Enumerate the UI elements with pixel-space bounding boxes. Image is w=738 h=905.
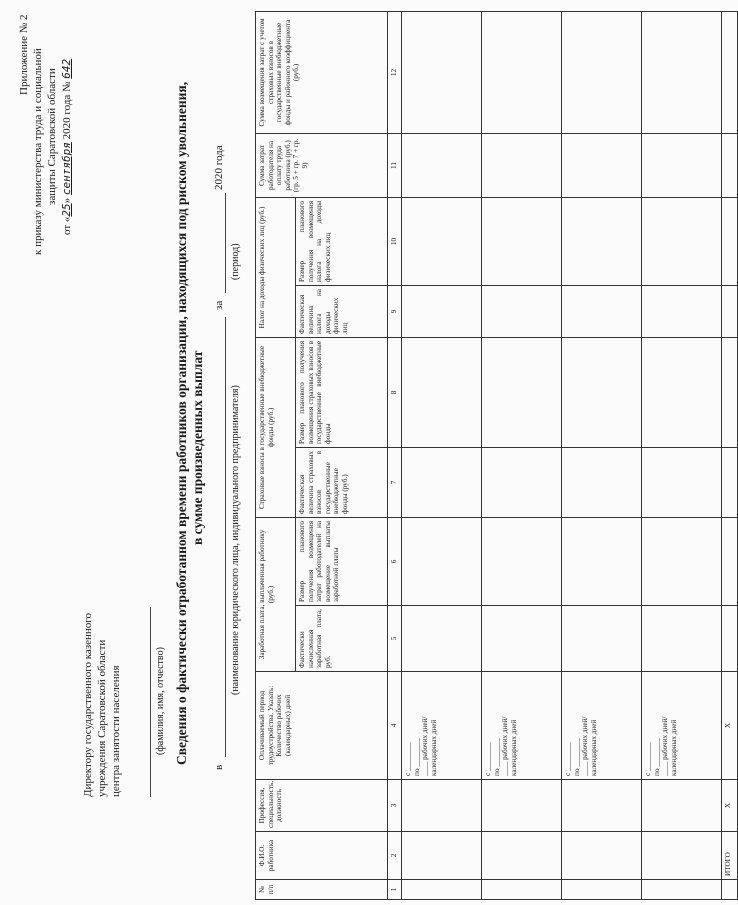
period-days: рабочих дней/ календарных дней [501, 716, 518, 776]
appendix-day: 25 [60, 203, 73, 217]
header-ndfl-fact: Фактическая величина налога на доходы физических лиц [296, 285, 388, 337]
period-days: рабочих дней/ календарных дней [661, 716, 678, 776]
col-number-4: 4 [388, 672, 402, 780]
period-from: с [644, 772, 652, 776]
col-number-3: 3 [388, 780, 402, 832]
org-name-line [225, 317, 226, 757]
header-sum: Сумма затрат работодателя на оплату труда работника (руб.) (гр. 5 + гр. 7 + гр. 9) [256, 133, 388, 197]
header-num: № п/п [256, 880, 388, 900]
table-row [482, 11, 562, 899]
total-label: ИТОГО [722, 832, 738, 880]
appendix-date-line [60, 59, 74, 235]
total-row [722, 11, 738, 899]
col-number-1: 1 [388, 880, 402, 900]
period-days: рабочих дней/ календарных дней [421, 716, 438, 776]
period-from: с [404, 772, 412, 776]
period-cell: с ________ по ________ ____ рабочих дней/ календарных дней [562, 672, 642, 780]
col-number-5: 5 [388, 606, 402, 672]
period-from: с [484, 772, 492, 776]
header-ndfl-calc: Размер планового получения возмещения налога на доходы физических лиц [296, 197, 388, 285]
period-to: по [412, 768, 421, 776]
period-hint: (период) [230, 243, 241, 280]
appendix-number: 642 [60, 58, 73, 79]
col-number-10: 10 [388, 197, 402, 285]
period-cell: с ________ по ________ ____ рабочих дней/ календарных дней [402, 672, 482, 780]
document-title-line-1: Сведения о фактически отработанном времени работников организации, находящихся под риском увольнения, [174, 81, 189, 765]
header-wage-calc: Размер планового получения возмещения затрат работодателей на возмещение выплаты заработной платы [296, 517, 388, 605]
col-number-8: 8 [388, 337, 402, 447]
appendix-date-mid: » [61, 197, 73, 204]
period-year: 2020 года [213, 145, 225, 190]
header-total: Сумма возмещения затрат с учетом страховых взносов в государственные внебюджетные фонды и районного коэффициента (руб.) [256, 11, 388, 133]
org-hint: (наименование юридического лица, индивидуального предпринимателя) [230, 385, 241, 695]
header-ndfl: Налог на доходы физических лиц (руб.) [256, 197, 296, 337]
addressee-fio-line [150, 607, 151, 797]
period-cell: с ________ по ________ ____ рабочих дней/ календарных дней [642, 672, 722, 780]
period-to: по [652, 768, 661, 776]
header-fio: Ф.И.О. работника [256, 832, 388, 880]
col-number-2: 2 [388, 832, 402, 880]
table-row [562, 11, 642, 899]
appendix-month: сентября [60, 142, 73, 196]
appendix-year: 2020 года № [61, 81, 73, 140]
table-row [402, 11, 482, 899]
total-x-profession: X [722, 780, 738, 832]
appendix-line-2: к приказу министерства труда и социальной [32, 48, 44, 255]
appendix-date-prefix: от « [61, 216, 73, 235]
header-insurance-calc: Размер планового получения возмещения страховых взносов в государственные внебюджетные фонды [296, 337, 388, 447]
appendix-line-3: защиты Саратовской области [46, 68, 58, 205]
addressee-line-3: центра занятости населения [110, 665, 122, 797]
period-days: рабочих дней/ календарных дней [581, 716, 598, 776]
period-za: за [213, 300, 225, 310]
col-number-12: 12 [388, 11, 402, 133]
document-title-line-2: в суммe произведенных выплат [190, 350, 205, 545]
addressee-line-2: учреждения Саратовской области [96, 639, 108, 797]
header-profession: Профессия, специальность, должность [256, 780, 388, 832]
period-to: по [572, 768, 581, 776]
header-period: Оплачиваемый период трудоустройства. Указать: Количество рабочих (календарных) дней [256, 672, 388, 780]
period-from: с [564, 772, 572, 776]
col-number-7: 7 [388, 447, 402, 517]
col-number-9: 9 [388, 285, 402, 337]
col-number-6: 6 [388, 517, 402, 605]
employee-time-table [255, 11, 738, 900]
header-wage-fact: Фактически начисленная заработная плата, руб. [296, 606, 388, 672]
header-insurance: Страховые взносы в государственные внебюджетные фонды (руб.) [256, 337, 296, 517]
total-x-period: X [722, 672, 738, 780]
addressee-fio-hint: (фамилия, имя, отчество) [155, 647, 166, 755]
header-wage: Заработная плата, выплаченная работнику (руб.) [256, 517, 296, 671]
period-cell: с ________ по ________ ____ рабочих дней/ календарных дней [482, 672, 562, 780]
period-line [225, 193, 226, 293]
appendix-line-1: Приложение № 2 [18, 14, 30, 95]
org-prefix: в [213, 764, 225, 770]
period-to: по [492, 768, 501, 776]
table-row [642, 11, 722, 899]
header-insurance-fact: Фактическая величина страховых взносов в государственные внебюджетные фонды (руб.) [296, 447, 388, 517]
col-number-11: 11 [388, 133, 402, 197]
addressee-line-1: Директору государственного казенного [82, 612, 94, 797]
